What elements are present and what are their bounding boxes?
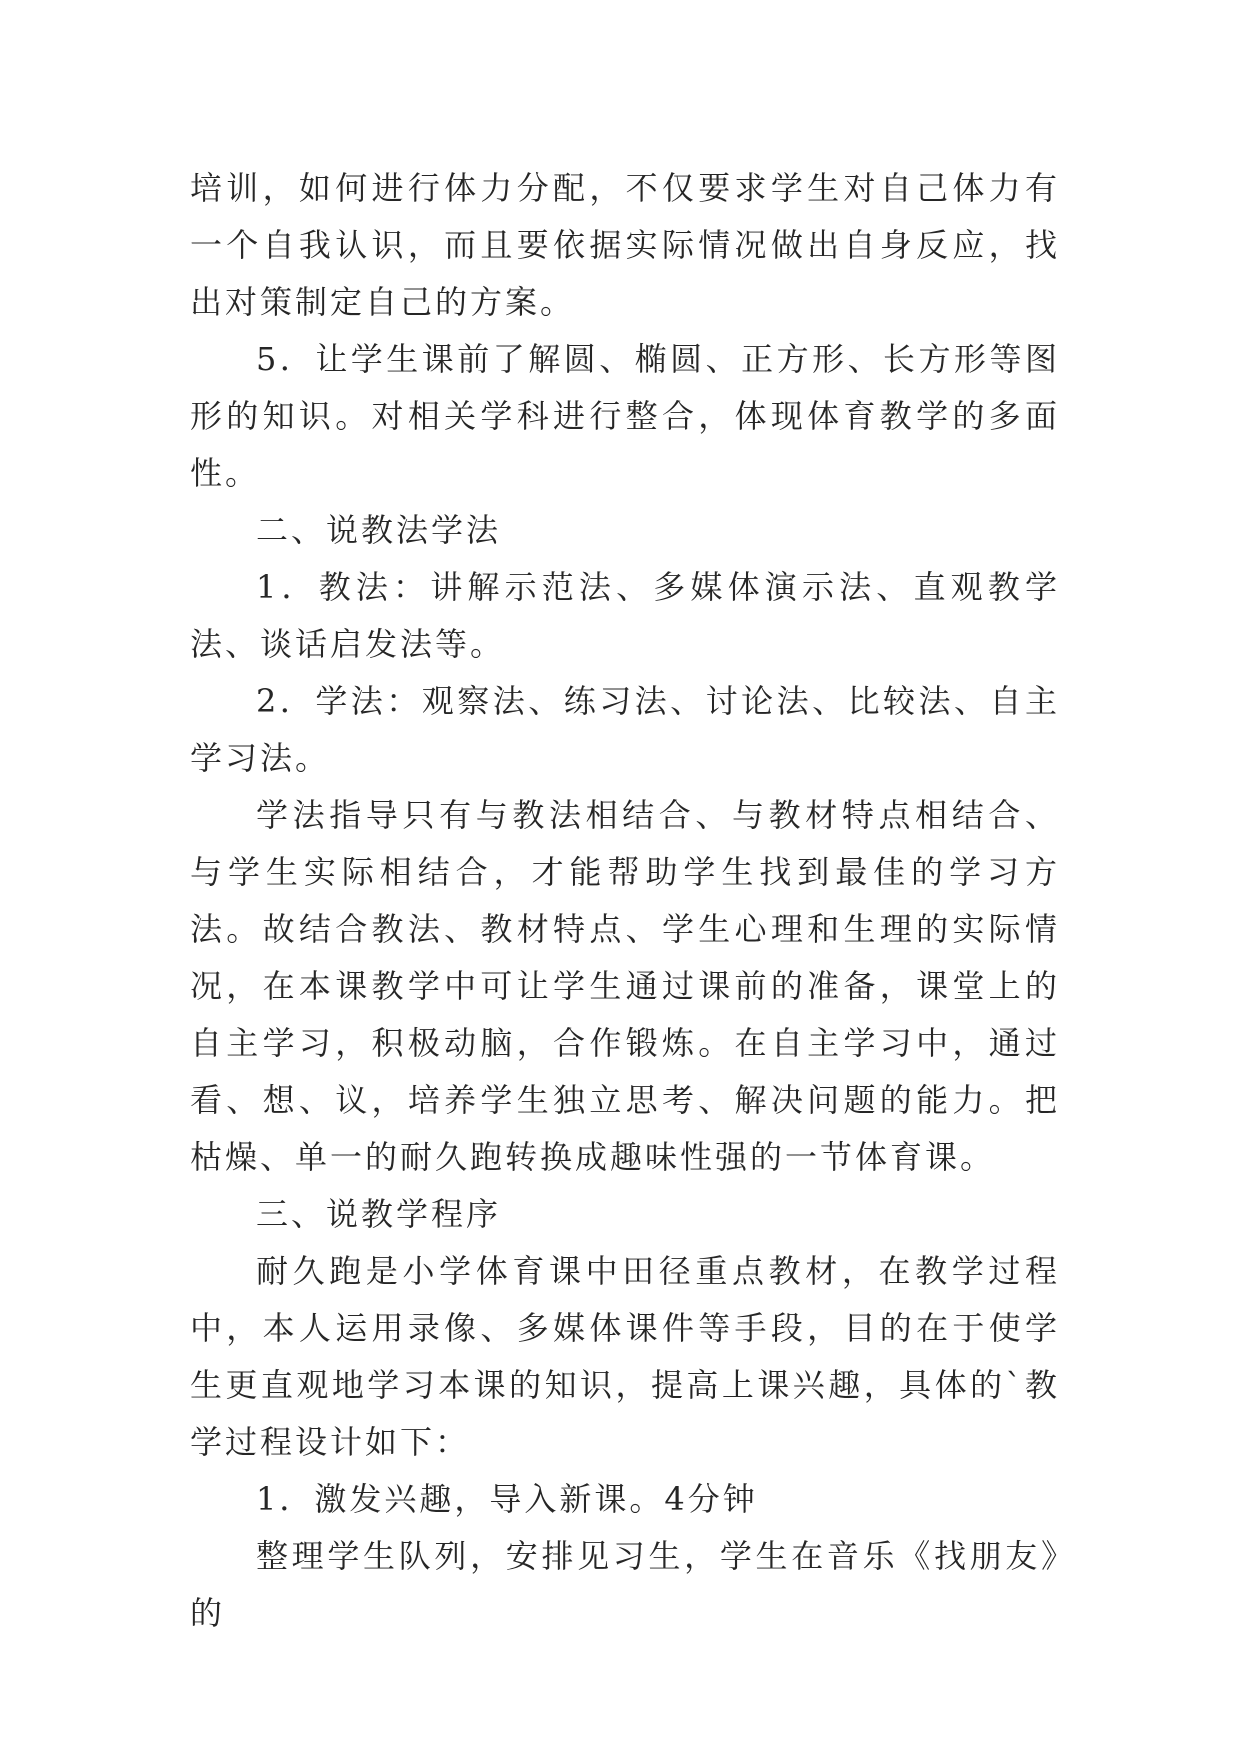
paragraph-learning-methods: 2．学法：观察法、练习法、讨论法、比较法、自主学习法。 [190,682,1060,777]
document-body [190,160,1060,1642]
paragraph-teaching-methods: 1．教法：讲解示范法、多媒体演示法、直观教学法、谈话启发法等。 [190,568,1060,663]
section-heading-2: 二、说教法学法 [256,511,502,549]
paragraph-step-1-detail: 整理学生队列，安排见习生，学生在音乐《找朋友》的 [190,1537,1060,1632]
paragraph-1: 培训，如何进行体力分配，不仅要求学生对自己体力有一个自我认识，而且要依据实际情况做出自身反应，找出对策制定自己的方案。 [190,169,1060,321]
paragraph-step-1: 1．激发兴趣，导入新课。4分钟 [256,1480,758,1518]
paragraph-procedure-intro: 耐久跑是小学体育课中田径重点教材，在教学过程中，本人运用录像、多媒体课件等手段，目的在于使学生更直观地学习本课的知识，提高上课兴趣，具体的`教学过程设计如下： [190,1252,1060,1461]
paragraph-method-guidance: 学法指导只有与教法相结合、与教材特点相结合、与学生实际相结合，才能帮助学生找到最佳的学习方法。故结合教法、教材特点、学生心理和生理的实际情况，在本课教学中可让学生通过课前的准备，课堂上的自主学习，积极动脑，合作锻炼。在自主学习中，通过看、想、议，培养学生独立思考、解决问题的能力。把枯燥、单一的耐久跑转换成趣味性强的一节体育课。 [190,796,1060,1176]
paragraph-2: 5．让学生课前了解圆、椭圆、正方形、长方形等图形的知识。对相关学科进行整合，体现体育教学的多面性。 [190,340,1060,492]
section-heading-3: 三、说教学程序 [256,1195,502,1233]
